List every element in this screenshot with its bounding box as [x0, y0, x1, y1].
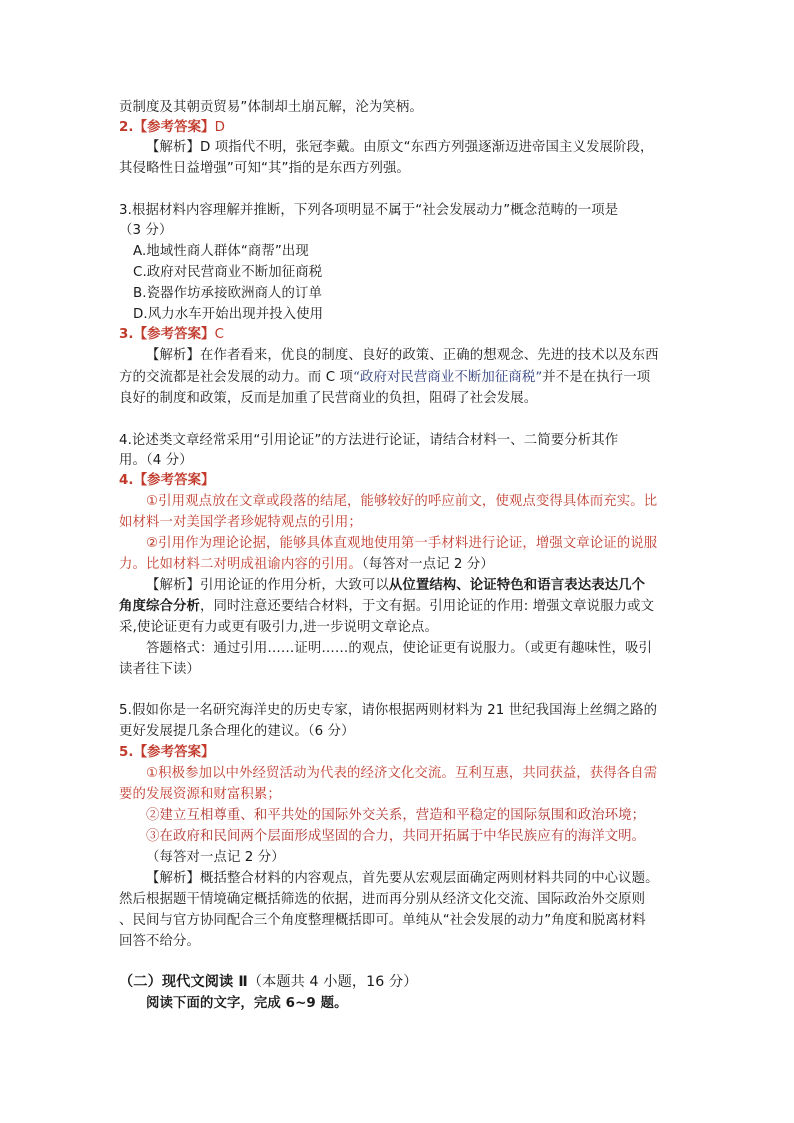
analysis-5-line-3: 、民间与官方协同配合三个角度整理概括即可。单纯从“社会发展的动力”角度和脱离材料 [119, 913, 646, 928]
answer-heading-3: 3.【参考答案】C [119, 327, 225, 342]
option-c: C.政府对民营商业不断加征商税 [133, 265, 323, 280]
section-instruction: 阅读下面的文字，完成 6~9 题。 [146, 996, 348, 1011]
question-4-stem: 4.论述类文章经常采用“引用论证”的方法进行论证，请结合材料一、二简要分析其作 [119, 433, 619, 448]
answer-format-line-1: 答题格式：通过引用……证明……的观点，使论证更有说服力。（或更有趣味性，吸引 [146, 641, 652, 656]
analysis-3-line-2: 方的交流都是社会发展的动力。而 C 项“政府对民营商业不断加征商税”并不是在执行一项 [119, 370, 651, 385]
option-b: B.瓷器作坊承接欧洲商人的订单 [133, 286, 323, 301]
answer-format-line-2: 读者往下读） [119, 662, 200, 677]
answer-4-point-1-cont: 如材料一对美国学者珍妮特观点的引用； [119, 515, 362, 530]
answer-4-point-2-cont: 力。比如材料二对明成祖谕内容的引用。（每答对一点记 2 分） [119, 557, 494, 572]
analysis-3-line-3: 良好的制度和政策，反而是加重了民营商业的负担，阻碍了社会发展。 [119, 391, 538, 406]
answer-5-point-3: ③在政府和民间两个层面形成坚固的合力，共同开拓属于中华民族应有的海洋文明。 [146, 829, 646, 844]
answer-4-point-1: ①引用观点放在文章或段落的结尾，能够较好的呼应前文，使观点变得具体而充实。比 [146, 494, 658, 509]
analysis-4-line-2: 角度综合分析，同时注意还要结合材料，于文有据。引用论证的作用: 增强文章说服力或文 [119, 599, 655, 614]
analysis-5-line-1: 【解析】概括整合材料的内容观点，首先要从宏观层面确定两则材料共同的中心议题。 [146, 871, 659, 886]
analysis-3-line-1: 【解析】在作者看来，优良的制度、良好的政策、正确的想观念、先进的技术以及东西 [146, 348, 659, 363]
answer-5-point-1-cont: 要的发展资源和财富积累； [119, 787, 281, 802]
emphasis: 角度综合分析 [119, 599, 200, 614]
score-note: （每答对一点记 2 分） [361, 557, 494, 572]
option-d: D.风力水车开始出现并投入使用 [133, 307, 324, 322]
answer-5-point-1: ①积极参加以中外经贸活动为代表的经济文化交流。互利互惠，共同获益，获得各自需 [146, 766, 658, 781]
question-5-stem: 5.假如你是一名研究海洋史的历史专家，请你根据两则材料为 21 世纪我国海上丝绸之路的 [119, 703, 658, 718]
section-heading: （二）现代文阅读 Ⅱ（本题共 4 小题，16 分） [119, 974, 418, 990]
answer-heading-5: 5.【参考答案】 [119, 745, 215, 760]
answer-heading-4: 4.【参考答案】 [119, 473, 215, 488]
quoted-option-c: “政府对民营商业不断加征商税” [353, 370, 543, 385]
question-3-stem: 3.根据材料内容理解并推断，下列各项明显不属于“社会发展动力”概念范畴的一项是 [119, 203, 619, 218]
answer-heading-2: 2.【参考答案】D [119, 120, 225, 135]
question-3-score: （3 分） [119, 223, 173, 238]
score-note-5: （每答对一点记 2 分） [146, 850, 285, 865]
emphasis: 从位置结构、论证特色和语言表达表达几个 [388, 578, 646, 593]
analysis-2-line-1: 【解析】D 项指代不明，张冠李戴。由原文“东西方列强逐渐迈进帝国主义发展阶段， [146, 140, 654, 155]
analysis-5-line-4: 回答不给分。 [119, 934, 200, 949]
question-5-score: 更好发展提几条合理化的建议。（6 分） [119, 724, 355, 739]
answer-4-point-2: ②引用作为理论论据，能够具体直观地使用第一手材料进行论证，增强文章论证的说服 [146, 536, 658, 551]
analysis-5-line-2: 然后根据题干情境确定概括筛选的依据，进而再分别从经济文化交流、国际政治外交原则 [119, 892, 646, 907]
question-4-score: 用。（4 分） [119, 453, 193, 468]
answer-5-point-2: ②建立互相尊重、和平共处的国际外交关系，营造和平稳定的国际氛围和政治环境； [146, 808, 646, 823]
analysis-4-line-3: 采,使论证更有力或更有吸引力,进一步说明文章论点。 [119, 620, 438, 635]
text-line: 贡制度及其朝贡贸易”体制却土崩瓦解，沦为笑柄。 [119, 100, 423, 115]
analysis-4-line-1: 【解析】引用论证的作用分析，大致可以从位置结构、论证特色和语言表达表达几个 [146, 578, 646, 593]
option-a: A.地域性商人群体“商帮”出现 [133, 244, 309, 259]
analysis-2-line-2: 其侵略性日益增强”可知“其”指的是东西方列强。 [119, 161, 410, 176]
